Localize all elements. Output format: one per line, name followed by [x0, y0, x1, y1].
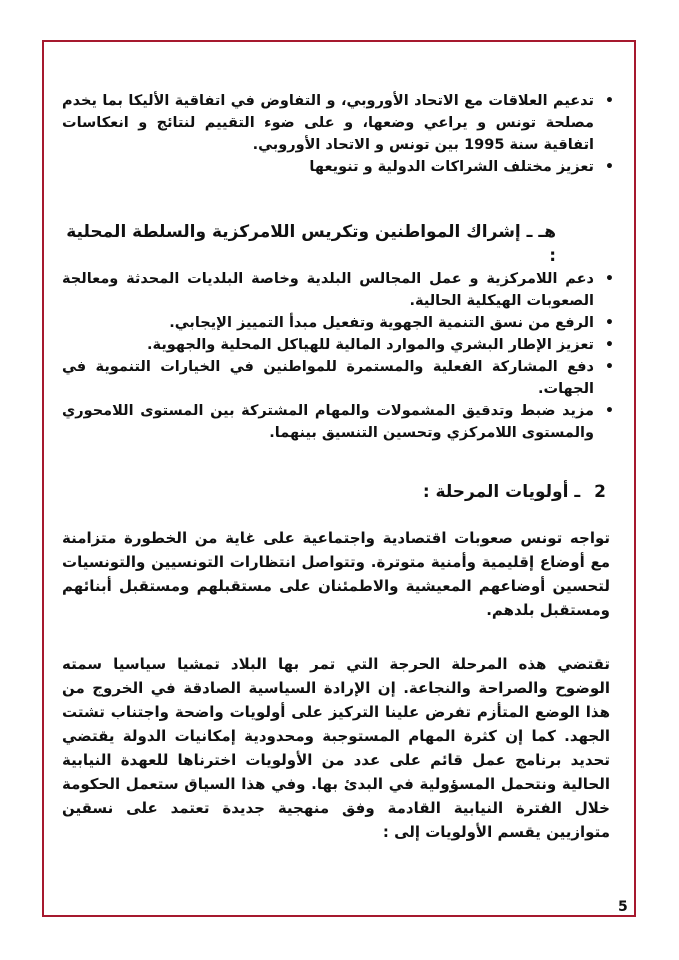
- paragraph: تقتضي هذه المرحلة الحرجة التي تمر بها البلاد تمشيا سياسيا سمته الوضوح والصراحة والنجاعة. إن الإرادة السياسية الصادقة في الخروج من هذا الوضع المتأزم تفرض علينا التركيز على أولويات واضحة واجتناب تشتت الجهد. كما إن كثرة المهام المستوجبة ومحدودية إمكانيات الدولة يقتضي تحديد برنامج عمل قائم على عدد من الأولويات اخترناها للعهدة النيابية الحالية ونتحمل المسؤولية في البدئ بها. وفي هذا السياق ستعمل الحكومة خلال الفترة النيابية القادمة وفق منهجية جديدة تعتمد على نسقين متوازيين يقسم الأولويات إلى :: [62, 655, 610, 841]
- list-item: [62, 356, 618, 400]
- list-item-text: تعزيز مختلف الشراكات الدولية و تنويعها: [309, 159, 594, 175]
- list-item-text: دعم اللامركزية و عمل المجالس البلدية وخاصة البلديات المحدثة ومعالجة الصعوبات الهيكلية الحالية.: [62, 271, 594, 309]
- list-item: [62, 268, 618, 312]
- list-item-text: دفع المشاركة الفعلية والمستمرة للمواطنين في الخيارات التنموية في الجهات.: [62, 359, 594, 397]
- bullet-list-decentralization: [62, 268, 618, 444]
- list-item: [62, 334, 618, 356]
- list-item-text: الرفع من نسق التنمية الجهوية وتفعيل مبدأ التمييز الإيجابي.: [169, 315, 594, 331]
- section-number: 2: [594, 482, 606, 502]
- bullet-list-relations: [62, 90, 618, 178]
- list-item-text: تدعيم العلاقات مع الاتحاد الأوروبي، و التفاوض في اتفاقية الأليكا بما يخدم مصلحة تونس و يراعي وضعها، و على ضوء التقييم لنتائج و انعكاسات اتفاقية سنة 1995 بين تونس و الاتحاد الأوروبي.: [62, 93, 594, 153]
- bullet-icon: •: [605, 93, 614, 109]
- section-heading-priorities: [62, 480, 618, 504]
- bullet-icon: •: [605, 271, 614, 287]
- document-body: [62, 90, 618, 859]
- list-item: [62, 312, 618, 334]
- bullet-icon: •: [605, 403, 614, 419]
- list-item: [62, 90, 618, 156]
- section-title: ـ أولويات المرحلة :: [422, 482, 581, 502]
- section-heading-local-authority: هـ ـ إشراك المواطنين وتكريس اللامركزية والسلطة المحلية :: [66, 222, 556, 266]
- list-item-text: تعزيز الإطار البشري والموارد المالية للهياكل المحلية والجهوية.: [147, 337, 594, 353]
- paragraph: تواجه تونس صعوبات اقتصادية واجتماعية على غاية من الخطورة متزامنة مع أوضاع إقليمية وأمنية متوترة. وتتواصل انتظارات التونسيين والتونسيات لتحسين أوضاعهم المعيشية والاطمئنان على مستقبلهم ومستقبل أبنائهم ومستقبل بلدهم.: [62, 529, 610, 619]
- list-item-text: مزيد ضبط وتدقيق المشمولات والمهام المشتركة بين المستوى اللامحوري والمستوى اللامركزي وتحسين التنسيق بينهما.: [62, 403, 594, 441]
- bullet-icon: •: [605, 337, 614, 353]
- bullet-icon: •: [605, 315, 614, 331]
- bullet-icon: •: [605, 359, 614, 375]
- list-item: [62, 156, 618, 178]
- page-number: 5: [618, 899, 628, 915]
- bullet-icon: •: [605, 159, 614, 175]
- list-item: [62, 400, 618, 444]
